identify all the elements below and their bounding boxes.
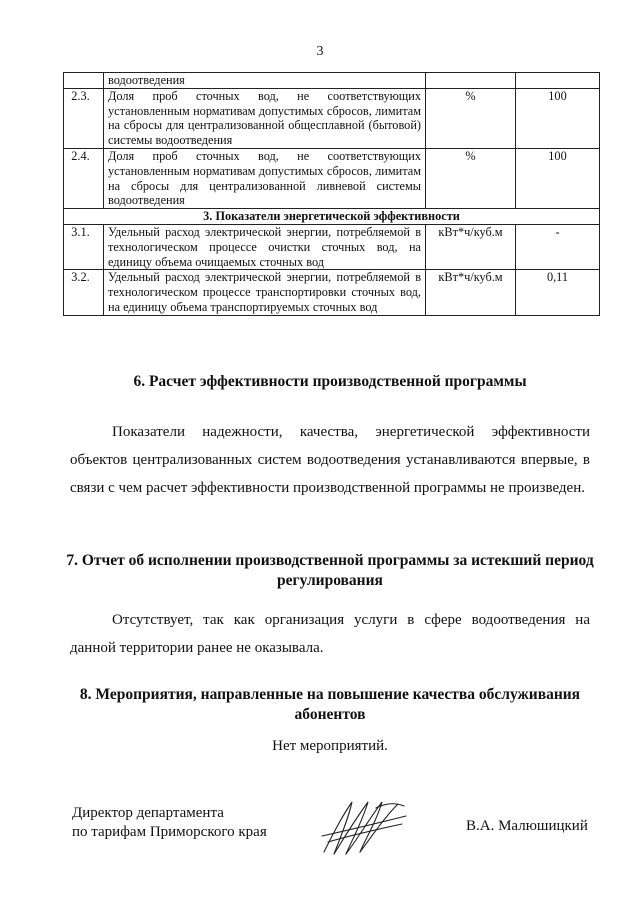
row-number [64,73,104,89]
section-8-title: 8. Мероприятия, направленные на повышение качества обслуживания абонентов [79,686,581,723]
table-section-row [64,209,600,225]
row-number: 2.3. [64,88,104,148]
indicator-value: 100 [516,88,600,148]
table-row [64,224,600,269]
indicator-name: Доля проб сточных вод, не соответствующих установленным нормативам допустимых сбросов, лимитам на сбросы для централизованной общесплавной (бытовой) системы водоотведения [104,88,426,148]
section-6-title: 6. Расчет эффективности производственной программы [133,373,527,390]
section-6-text: Показатели надежности, качества, энергетической эффективности объектов централизованных систем водоотведения устанавливаются впервые, в связи с чем расчет эффективности производственной программы не произведен. [70,424,590,496]
signatory-position-line2: по тарифам Приморского края [72,824,267,840]
handwritten-signature [318,796,410,858]
table-row [64,270,600,315]
signatory-position-line1: Директор департамента [72,805,224,821]
section-8-text: Нет мероприятий. [272,738,388,754]
table-row [64,148,600,208]
unit [426,73,516,89]
indicator-name: Удельный расход электрической энергии, потребляемой в технологическом процессе транспортировки сточных вод, на единицу объема транспортируемых сточных вод [104,270,426,315]
unit: % [426,88,516,148]
indicators-table-body [64,73,600,316]
table-row [64,88,600,148]
indicator-value: - [516,224,600,269]
section-heading: 3. Показатели энергетической эффективности [64,209,600,225]
indicators-table [63,72,600,316]
indicator-value: 100 [516,148,600,208]
unit: кВт*ч/куб.м [426,270,516,315]
indicator-name: Удельный расход электрической энергии, потребляемой в технологическом процессе очистки сточных вод, на единицу объема очищаемых сточных вод [104,224,426,269]
signatory-name: В.А. Малюшицкий [466,818,588,834]
unit: кВт*ч/куб.м [426,224,516,269]
signatory-position [72,804,267,842]
indicator-name: водоотведения [104,73,426,89]
indicator-value [516,73,600,89]
section-7-text: Отсутствует, так как организация услуги в сфере водоотведения на данной территории ранее не оказывала. [70,612,590,656]
indicator-name: Доля проб сточных вод, не соответствующих установленным нормативам допустимых сбросов, лимитам на сбросы для централизованной ливневой системы водоотведения [104,148,426,208]
indicator-value: 0,11 [516,270,600,315]
unit: % [426,148,516,208]
page-number: 3 [316,44,324,59]
table-row [64,73,600,89]
section-7-title: 7. Отчет об исполнении производственной программы за истекший период регулирования [66,552,594,589]
row-number: 3.2. [64,270,104,315]
row-number: 2.4. [64,148,104,208]
row-number: 3.1. [64,224,104,269]
